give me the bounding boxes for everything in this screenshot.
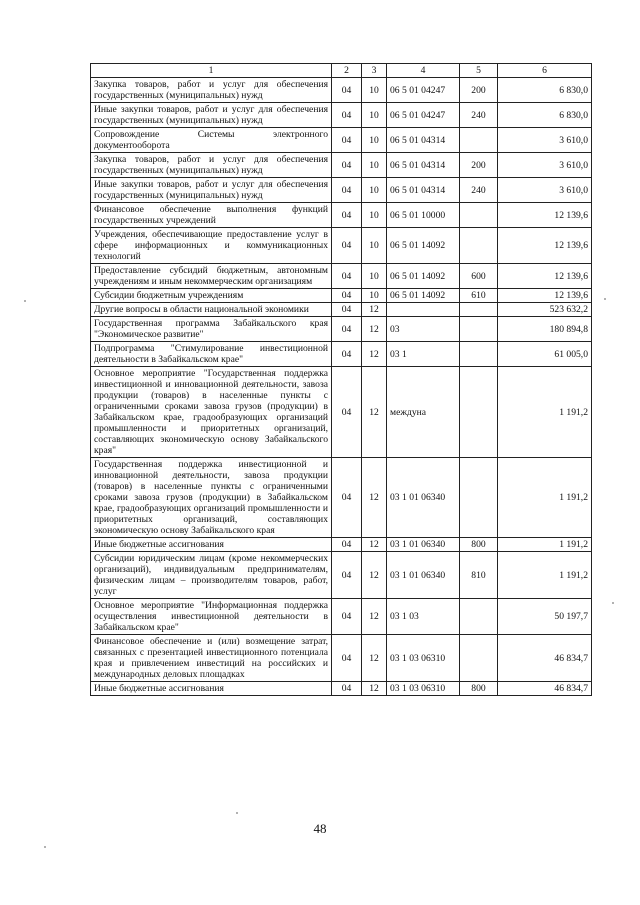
row-name: Основное мероприятие "Государственная поддержка инвестиционной и инновационной деятельности, завоза продукции (товаров) в населенные пункты с ограниченными сроками завоза грузов (продукции) в Забайкальском крае, градообразующих организаций промышленности и приоритетных организаций, составляющих экономическую основу Забайкальского края" [91,367,332,458]
row-col-5: 610 [460,289,498,303]
row-col-2: 04 [332,303,362,317]
row-col-3: 10 [362,78,387,103]
scan-speck [612,602,614,604]
table-row [91,264,592,289]
row-name: Финансовое обеспечение и (или) возмещение затрат, связанных с презентацией инвестиционного потенциала края и привлечением инвестиций на российских и международных деловых площадках [91,635,332,682]
row-col-2: 04 [332,228,362,264]
row-col-2: 04 [332,538,362,552]
table-row [91,153,592,178]
row-col-6: 6 830,0 [498,78,592,103]
table-row [91,178,592,203]
row-col-5: 240 [460,103,498,128]
table-row [91,599,592,635]
row-col-2: 04 [332,317,362,342]
row-name: Субсидии бюджетным учреждениям [91,289,332,303]
row-col-4: 03 1 [387,342,460,367]
table-body [91,78,592,696]
budget-table [90,63,592,696]
row-name: Закупка товаров, работ и услуг для обеспечения государственных (муниципальных) нужд [91,78,332,103]
row-col-5 [460,303,498,317]
row-name: Предоставление субсидий бюджетным, автономным учреждениям и иным некоммерческим организациям [91,264,332,289]
row-col-3: 12 [362,538,387,552]
row-col-5 [460,228,498,264]
row-col-3: 10 [362,128,387,153]
row-name: Учреждения, обеспечивающие предоставление услуг в сфере информационных и коммуникационных технологий [91,228,332,264]
table-header-row [91,64,592,78]
row-col-4: 06 5 01 14092 [387,264,460,289]
header-col-3: 3 [362,64,387,78]
row-col-4: 03 [387,317,460,342]
header-col-6: 6 [498,64,592,78]
row-col-2: 04 [332,367,362,458]
row-col-5 [460,367,498,458]
header-col-2: 2 [332,64,362,78]
row-name: Закупка товаров, работ и услуг для обеспечения государственных (муниципальных) нужд [91,153,332,178]
table-row [91,538,592,552]
row-col-4: 06 5 01 04247 [387,78,460,103]
row-col-4: 03 1 03 06310 [387,682,460,696]
table-row [91,458,592,538]
row-col-4: 03 1 03 06310 [387,635,460,682]
table-row [91,303,592,317]
row-col-4: 06 5 01 14092 [387,228,460,264]
row-col-3: 10 [362,153,387,178]
row-col-4: междуна [387,367,460,458]
row-col-2: 04 [332,682,362,696]
row-col-3: 12 [362,599,387,635]
table-row [91,682,592,696]
scan-speck [44,846,46,848]
scan-speck [236,812,238,814]
row-col-6: 6 830,0 [498,103,592,128]
row-col-6: 12 139,6 [498,264,592,289]
row-col-2: 04 [332,153,362,178]
row-col-3: 12 [362,317,387,342]
header-col-1: 1 [91,64,332,78]
row-col-4: 03 1 03 [387,599,460,635]
row-col-3: 10 [362,264,387,289]
row-col-5 [460,599,498,635]
row-col-2: 04 [332,635,362,682]
header-col-5: 5 [460,64,498,78]
table-row [91,342,592,367]
row-col-5: 200 [460,153,498,178]
row-col-6: 3 610,0 [498,153,592,178]
row-col-6: 12 139,6 [498,289,592,303]
row-col-6: 50 197,7 [498,599,592,635]
row-col-3: 10 [362,228,387,264]
row-name: Подпрограмма "Стимулирование инвестиционной деятельности в Забайкальском крае" [91,342,332,367]
scan-speck [24,300,26,302]
row-col-4: 06 5 01 10000 [387,203,460,228]
row-col-6: 46 834,7 [498,635,592,682]
row-col-5 [460,635,498,682]
row-col-6: 1 191,2 [498,552,592,599]
row-col-5 [460,203,498,228]
row-col-2: 04 [332,128,362,153]
table-row [91,289,592,303]
row-col-5: 800 [460,538,498,552]
row-col-2: 04 [332,552,362,599]
row-col-6: 61 005,0 [498,342,592,367]
row-col-3: 12 [362,458,387,538]
table-row [91,203,592,228]
row-name: Иные закупки товаров, работ и услуг для обеспечения государственных (муниципальных) нужд [91,178,332,203]
row-col-5 [460,128,498,153]
row-col-2: 04 [332,203,362,228]
row-name: Государственная поддержка инвестиционной и инновационной деятельности, завоза продукции (товаров) в населенные пункты с ограниченными сроками завоза грузов (продукции) в Забайкальском крае, градообразующих организаций промышленности и приоритетных организаций, составляющих экономическую основу Забайкальского края [91,458,332,538]
row-col-4: 06 5 01 14092 [387,289,460,303]
table-row [91,552,592,599]
row-col-4: 06 5 01 04314 [387,153,460,178]
row-name: Иные бюджетные ассигнования [91,538,332,552]
row-name: Сопровождение Системы электронного документооборота [91,128,332,153]
row-col-3: 10 [362,289,387,303]
row-col-3: 12 [362,635,387,682]
row-col-6: 3 610,0 [498,178,592,203]
row-col-2: 04 [332,458,362,538]
row-col-4: 03 1 01 06340 [387,552,460,599]
row-col-4: 06 5 01 04314 [387,128,460,153]
row-col-6: 1 191,2 [498,458,592,538]
row-col-3: 12 [362,342,387,367]
row-col-5 [460,342,498,367]
row-col-2: 04 [332,264,362,289]
row-col-6: 180 894,8 [498,317,592,342]
row-col-4 [387,303,460,317]
table-row [91,367,592,458]
row-name: Основное мероприятие "Информационная поддержка осуществления инвестиционной деятельности в Забайкальском крае" [91,599,332,635]
row-col-3: 12 [362,303,387,317]
row-col-3: 12 [362,682,387,696]
row-col-3: 10 [362,178,387,203]
row-col-4: 03 1 01 06340 [387,458,460,538]
row-col-2: 04 [332,599,362,635]
scan-speck [604,298,606,300]
row-col-5: 800 [460,682,498,696]
row-col-6: 1 191,2 [498,538,592,552]
row-name: Иные бюджетные ассигнования [91,682,332,696]
row-col-5: 200 [460,78,498,103]
row-col-3: 10 [362,103,387,128]
row-col-6: 523 632,2 [498,303,592,317]
row-col-2: 04 [332,342,362,367]
row-col-2: 04 [332,103,362,128]
row-col-3: 12 [362,367,387,458]
table-row [91,78,592,103]
table-row [91,228,592,264]
row-col-5: 240 [460,178,498,203]
header-col-4: 4 [387,64,460,78]
page-number: 48 [313,821,327,836]
row-col-2: 04 [332,78,362,103]
row-col-6: 12 139,6 [498,228,592,264]
row-name: Иные закупки товаров, работ и услуг для обеспечения государственных (муниципальных) нужд [91,103,332,128]
row-col-3: 12 [362,552,387,599]
row-col-6: 12 139,6 [498,203,592,228]
row-col-4: 06 5 01 04314 [387,178,460,203]
row-col-2: 04 [332,178,362,203]
row-col-5: 600 [460,264,498,289]
row-col-5: 810 [460,552,498,599]
row-col-5 [460,458,498,538]
row-col-6: 1 191,2 [498,367,592,458]
table-row [91,128,592,153]
row-name: Государственная программа Забайкальского края "Экономическое развитие" [91,317,332,342]
row-name: Финансовое обеспечение выполнения функций государственных учреждений [91,203,332,228]
row-col-6: 46 834,7 [498,682,592,696]
row-col-3: 10 [362,203,387,228]
row-name: Другие вопросы в области национальной экономики [91,303,332,317]
row-col-5 [460,317,498,342]
row-col-6: 3 610,0 [498,128,592,153]
row-name: Субсидии юридическим лицам (кроме некоммерческих организаций), индивидуальным предпринимателям, физическим лицам – производителям товаров, работ, услуг [91,552,332,599]
row-col-4: 03 1 01 06340 [387,538,460,552]
row-col-2: 04 [332,289,362,303]
table-row [91,317,592,342]
row-col-4: 06 5 01 04247 [387,103,460,128]
table-row [91,103,592,128]
table-row [91,635,592,682]
